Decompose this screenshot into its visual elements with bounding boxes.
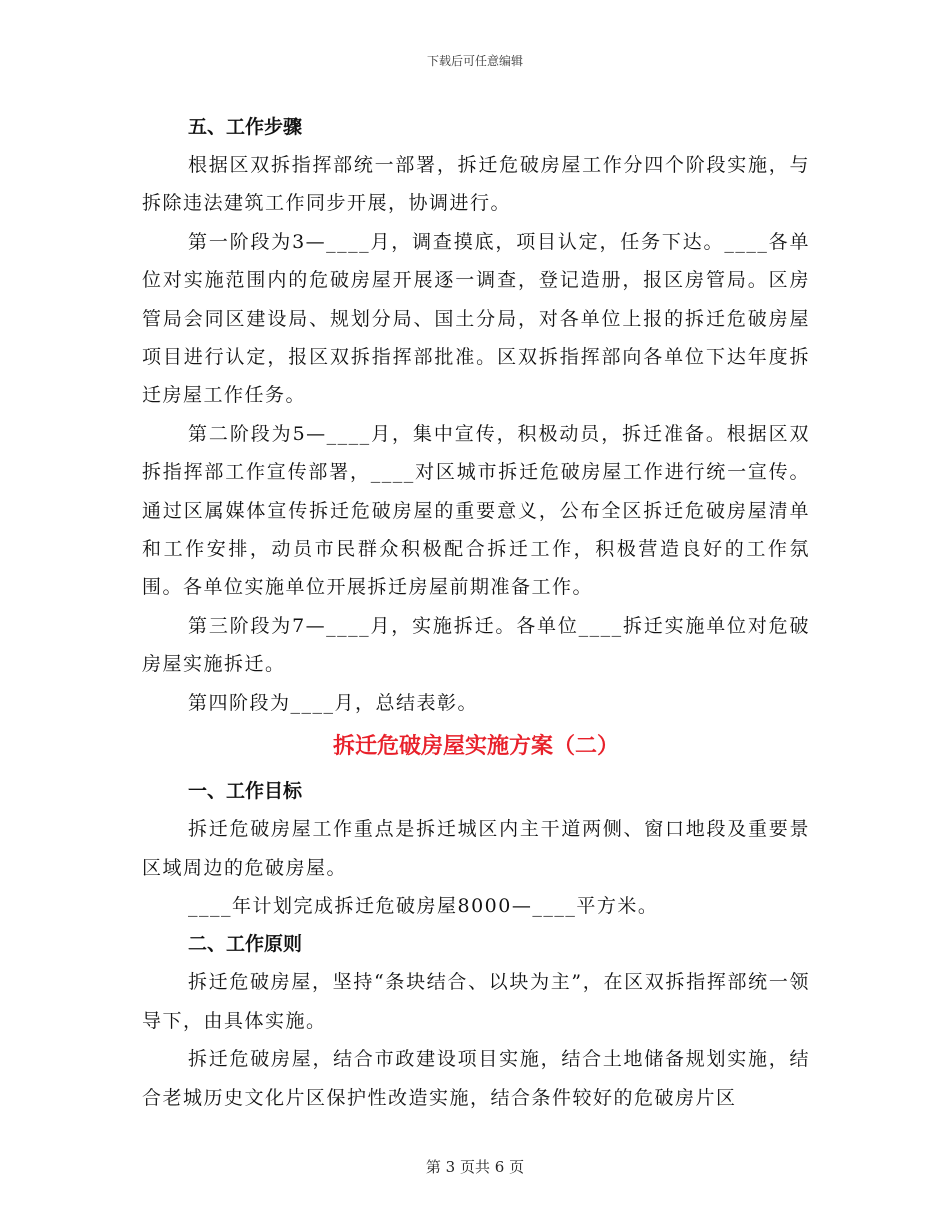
section-heading-principles: 二、工作原则	[188, 933, 303, 956]
paragraph: 第四阶段为____月，总结表彰。	[188, 691, 479, 714]
page-header: 下载后可任意编辑	[426, 54, 523, 68]
document-title: 拆迁危破房屋实施方案（二）	[332, 734, 619, 760]
paragraph: 拆迁危破房屋，坚持“条块结合、以块为主”，在区双拆指挥部统一领导下，由具体实施。	[142, 971, 810, 1032]
paragraph: 拆迁危破房屋工作重点是拆迁城区内主干道两侧、窗口地段及重要景区域周边的危破房屋。	[142, 818, 810, 879]
section-heading-goals: 一、工作目标	[188, 780, 303, 803]
paragraph: 第一阶段为3—____月，调查摸底，项目认定，任务下达。____各单位对实施范围内的危破房屋开展逐一调查，登记造册，报区房管局。区房管局会同区建设局、规划分局、国土分局，对各单位上报的拆迁危破房屋项目进行认定，报区双拆指挥部批准。区双拆指挥部向各单位下达年度拆迁房屋工作任务。	[142, 230, 810, 407]
paragraph: ____年计划完成拆迁危破房屋8000—____平方米。	[188, 894, 659, 917]
paragraph: 拆迁危破房屋，结合市政建设项目实施，结合土地储备规划实施，结合老城历史文化片区保护性改造实施，结合条件较好的危破房片区	[142, 1048, 810, 1109]
paragraph: 根据区双拆指挥部统一部署，拆迁危破房屋工作分四个阶段实施，与拆除违法建筑工作同步开展，协调进行。	[142, 154, 810, 215]
paragraph: 第二阶段为5—____月，集中宣传，积极动员，拆迁准备。根据区双拆指挥部工作宣传部署，____对区城市拆迁危破房屋工作进行统一宣传。通过区属媒体宣传拆迁危破房屋的重要意义，公布全区拆迁危破房屋清单和工作安排，动员市民群众积极配合拆迁工作，积极营造良好的工作氛围。各单位实施单位开展拆迁房屋前期准备工作。	[142, 422, 810, 599]
paragraph: 第三阶段为7—____月，实施拆迁。各单位____拆迁实施单位对危破房屋实施拆迁。	[142, 614, 810, 676]
document-body	[142, 108, 810, 1117]
page-footer: 第 3 页共 6 页	[425, 1158, 525, 1176]
section-heading-work-steps: 五、工作步骤	[188, 116, 303, 138]
